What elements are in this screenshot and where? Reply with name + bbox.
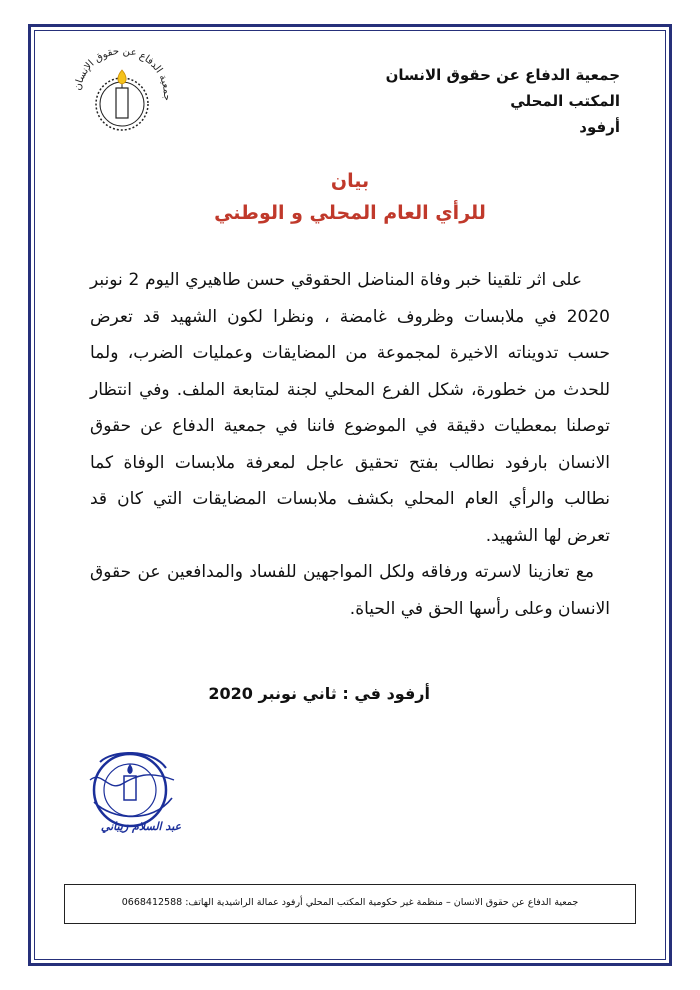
office-name: المكتب المحلي bbox=[510, 92, 620, 110]
document-title: بيان bbox=[330, 170, 370, 192]
footer-contact: جمعية الدفاع عن حقوق الانسان – منظمة غير حكومية المكتب المحلي أرفود عمالة الراشيدية الهاتف: 0668412588 bbox=[121, 897, 579, 908]
footer-box bbox=[64, 884, 636, 924]
association-logo bbox=[70, 44, 174, 148]
signature-name: عبد السلام زيباني bbox=[100, 820, 182, 833]
org-name: جمعية الدفاع عن حقوق الانسان bbox=[385, 66, 620, 84]
city-name: أرفود bbox=[579, 118, 620, 136]
logo-ring-text: جمعية الدفاع عن حقوق الإنسان bbox=[72, 45, 173, 102]
organization-header bbox=[386, 62, 620, 140]
statement-body bbox=[90, 262, 610, 627]
dateline: أرفود في : ثاني نونبر 2020 bbox=[208, 684, 430, 703]
document-subtitle: للرأي العام المحلي و الوطني bbox=[214, 202, 486, 224]
paragraph-1: على اثر تلقينا خبر وفاة المناضل الحقوقي حسن طاهيري اليوم 2 نونبر 2020 في ملابسات وظروف غامضة ، ونظرا لكون الشهيد قد تعرض حسب تدويناته الاخيرة لمجموعة من المضايقات وعمليات الضرب، ولما للحدث من خطورة، شكل الفرع المحلي لجنة لمتابعة الملف. وفي انتظار توصلنا بمعطيات دقيقة في الموضوع فاننا في جمعية الدفاع عن حقوق الانسان بارفود نطالب بفتح تحقيق عاجل لمعرفة ملابسات الوفاة كما نطالب والرأي العام المحلي بكشف ملابسات المضايقات التي كان قد تعرض لها الشهيد. bbox=[90, 270, 610, 546]
paragraph-2: مع تعازينا لاسرته ورفاقه ولكل المواجهين للفساد والمدافعين عن حقوق الانسان وعلى رأسها الحق في الحياة. bbox=[90, 562, 610, 619]
